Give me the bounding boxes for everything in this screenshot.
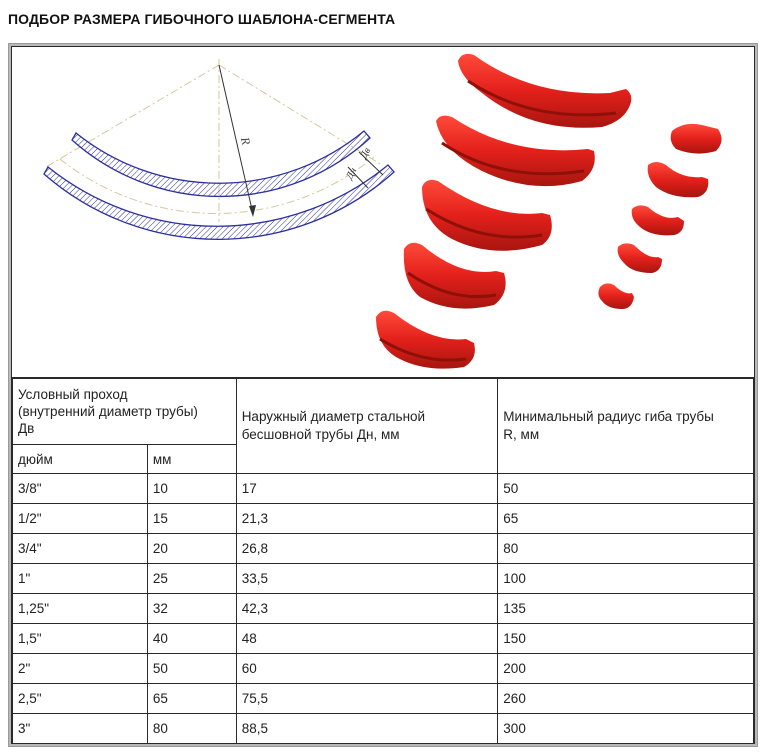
segment-small-4: [618, 243, 662, 273]
cell-outer: 21,3: [236, 504, 498, 534]
segment-small-5: [598, 283, 634, 309]
outer-diameter-label: Дн: [344, 166, 360, 182]
radius-arrowhead: [249, 205, 256, 217]
cell-radius: 300: [498, 714, 754, 744]
table-header-row: [13, 379, 754, 445]
header-text: Условный проход: [18, 387, 128, 402]
cell-mm: 32: [147, 594, 236, 624]
content-inner: [11, 46, 755, 744]
cell-inch: 1": [13, 564, 148, 594]
segment-small-3: [632, 205, 684, 235]
cell-inch: 2": [13, 654, 148, 684]
cell-inch: 3": [13, 714, 148, 744]
bending-illustration: [12, 47, 754, 377]
cell-inch: 2,5": [13, 684, 148, 714]
cell-mm: 25: [147, 564, 236, 594]
table-row: [13, 474, 754, 504]
cell-inch: 3/8": [13, 474, 148, 504]
segment-small-2: [648, 162, 709, 197]
table-row: [13, 714, 754, 744]
cell-outer: 26,8: [236, 534, 498, 564]
cell-mm: 80: [147, 714, 236, 744]
header-conditional-pass: [13, 379, 237, 445]
content-frame: [8, 43, 758, 747]
illustration-panel: [12, 47, 754, 378]
page-title: ПОДБОР РАЗМЕРА ГИБОЧНОГО ШАБЛОНА-СЕГМЕНТА: [8, 11, 396, 27]
cell-inch: 3/4": [13, 534, 148, 564]
cell-mm: 10: [147, 474, 236, 504]
segment-large-3: [422, 180, 552, 251]
cell-mm: 20: [147, 534, 236, 564]
table-row: [13, 624, 754, 654]
cell-outer: 17: [236, 474, 498, 504]
cell-outer: 75,5: [236, 684, 498, 714]
table-row: [13, 684, 754, 714]
segment-small-1: [671, 124, 722, 154]
header-text: Минимальный радиус гиба трубы: [503, 409, 714, 424]
cell-mm: 15: [147, 504, 236, 534]
header-text: Наружный диаметр стальной: [241, 409, 426, 424]
bending-segments-photo: [376, 54, 722, 369]
cell-outer: 88,5: [236, 714, 498, 744]
construction-line-right: [219, 65, 382, 165]
cell-radius: 260: [498, 684, 754, 714]
cell-outer: 33,5: [236, 564, 498, 594]
cell-outer: 42,3: [236, 594, 498, 624]
cell-mm: 65: [147, 684, 236, 714]
cell-mm: 40: [147, 624, 236, 654]
table-row: [13, 594, 754, 624]
header-inch: дюйм: [13, 445, 148, 474]
segment-large-5: [376, 311, 475, 369]
table-row: [13, 534, 754, 564]
cell-outer: 60: [236, 654, 498, 684]
inner-diameter-label: Дв: [358, 146, 374, 161]
header-mm: мм: [147, 445, 236, 474]
segment-large-1: [458, 54, 631, 128]
cell-radius: 100: [498, 564, 754, 594]
cell-outer: 48: [236, 624, 498, 654]
table-row: [13, 504, 754, 534]
cell-radius: 200: [498, 654, 754, 684]
cell-radius: 150: [498, 624, 754, 654]
header-text: Дв: [18, 421, 35, 436]
cell-radius: 135: [498, 594, 754, 624]
header-min-radius: [498, 379, 754, 474]
cell-radius: 80: [498, 534, 754, 564]
spec-table: [12, 378, 754, 744]
cell-radius: 50: [498, 474, 754, 504]
pipe-bend-diagram: [44, 59, 394, 239]
header-outer-diameter: [236, 379, 498, 474]
table-row: [13, 654, 754, 684]
cell-inch: 1,5": [13, 624, 148, 654]
header-text: (внутренний диаметр трубы): [18, 404, 198, 419]
cell-radius: 65: [498, 504, 754, 534]
construction-line-left: [46, 65, 219, 167]
cell-inch: 1,25": [13, 594, 148, 624]
header-text: R, мм: [503, 427, 540, 442]
cell-mm: 50: [147, 654, 236, 684]
table-row: [13, 564, 754, 594]
header-text: бесшовной трубы Дн, мм: [241, 427, 400, 442]
segment-large-4: [404, 243, 506, 309]
pipe-wall-inner-side: [72, 131, 370, 196]
cell-inch: 1/2": [13, 504, 148, 534]
radius-label: R: [237, 135, 254, 147]
